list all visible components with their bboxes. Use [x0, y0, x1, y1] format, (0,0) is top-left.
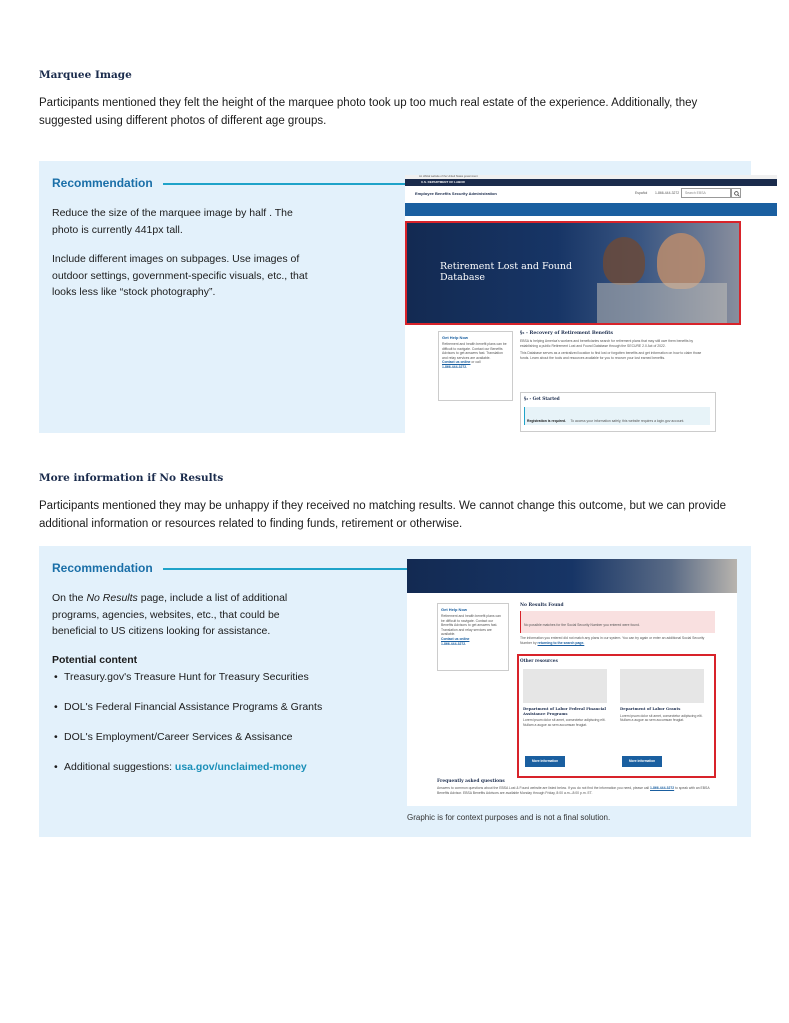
recommendation-panel-1 [39, 161, 751, 433]
potential-content-list [52, 670, 372, 774]
list-item: • Treasury.gov's Treasure Hunt for Treasury Securities [52, 670, 372, 684]
recommendation-title: Recommendation [52, 176, 153, 190]
page-mockup-no-results [407, 559, 737, 806]
potential-content-heading: Potential content [52, 654, 138, 666]
main-paragraph-2: This Database serves as a centralized location to find lost or forgotten benefits and get information on how to claim those funds. Learn about the tools and resources available for you to recover your lost earned benefits. [520, 351, 702, 360]
main-heading: §₂ - Recovery of Retirement Benefits [520, 331, 613, 336]
card-body: Lorem ipsum dolor sit amet, consectetur adipiscing elit. Nullam a augue ac sem accumsan feugiat. [523, 718, 606, 727]
main-paragraph-1: EBSA is helping America's workers and beneficiaries search for retirement plans that may still owe them benefits by establishing a public Retirement Lost and Found Database through the SECURE 2.0 Act of 2022. [520, 339, 694, 348]
recommendation-text-1: Reduce the size of the marquee image by half . The photo is currently 441px tall. [52, 207, 293, 236]
get-started-heading: §₂ - Get Started [524, 396, 560, 401]
agency-name[interactable]: Employee Benefits Security Administration [415, 191, 497, 196]
faq-phone-link[interactable]: 1-866-444-3272 [650, 786, 675, 790]
faq-title: Frequently asked questions [437, 779, 505, 784]
list-item: • DOL's Employment/Career Services & Assisance [52, 730, 372, 744]
recommendation-text-2: Include different images on subpages. Use images of outdoor settings, government-specific visuals, etc., that looks less like “stock photography”. [52, 253, 308, 298]
search-button[interactable] [731, 188, 741, 198]
contact-link[interactable]: Contact us online [442, 360, 471, 365]
list-item: • DOL's Federal Financial Assistance Programs & Grants [52, 700, 372, 714]
nav-item[interactable]: ABOUT ∨ [656, 217, 670, 221]
section-title-no-results: More information if No Results [39, 472, 224, 484]
contact-link[interactable]: Contact us online [441, 636, 470, 641]
phone-number: 1-866-444-3272 [655, 191, 680, 195]
section-title-marquee: Marquee Image [39, 69, 132, 81]
card-image-placeholder [620, 669, 704, 703]
main-content [520, 331, 710, 360]
card-body: Lorem ipsum dolor sit amet, consectetur adipiscing elit. Nullam a augue ac sem accumsan feugiat. [620, 713, 703, 723]
dol-header-bar: U.S. DEPARTMENT OF LABOR [405, 179, 777, 186]
main-nav [405, 203, 777, 221]
no-results-title: No Results Found [520, 603, 564, 608]
help-card: Get Help Now Retirement and health benefit plans can be difficult to navigate. Contact our Benefits Advisors to get answers fast. Translation and relay services are available. Contact us online or call 1-866-444-3272. [438, 331, 513, 401]
nav-item[interactable]: LAWS AND REGULATIONS ∨ [602, 217, 644, 221]
hero-strip [407, 559, 737, 593]
search-input[interactable]: Search EBSA [681, 188, 731, 198]
card-title: Department of Labor Grants [620, 706, 681, 711]
card-title: Department of Labor Federal Financial Assistance Programs [523, 706, 606, 716]
more-information-button[interactable]: More information [525, 756, 565, 767]
nav-item[interactable]: WORKERS ∨ [440, 217, 460, 221]
section-body-no-results: Participants mentioned they may be unhappy if they received no matching results. We cannot change this outcome, but we can provide additional information or resources related to finding funds, retirement or otherwise. [39, 500, 726, 530]
recommendation-panel-2 [39, 546, 751, 837]
gov-banner: An official website of the United States government [405, 175, 777, 179]
connector-line [163, 568, 417, 570]
nav-item[interactable]: RESEARCHERS ∨ [529, 217, 556, 221]
help-body: Retirement and health benefit plans can be difficult to navigate. Contact our Benefits Advisors to get answers fast. Translation and relay services are available. [442, 342, 507, 360]
registration-alert: Registration is required. To access your information safely, this website requires a login.gov account. [524, 407, 710, 425]
no-results-text: The information you entered did not match any plans in our system. You can try again or enter an additional Social Security Number by returning to the search page. [520, 636, 705, 645]
get-started-card [520, 392, 716, 432]
nav-item[interactable]: TOPICS [417, 217, 429, 221]
nav-item[interactable]: CONTACT US ∨ [682, 217, 705, 221]
no-results-alert: No possible matches for the Social Security Number you entered were found. [520, 611, 715, 633]
faq-section [437, 779, 717, 795]
highlight-box [405, 221, 741, 325]
help-body: Retirement and health benefit plans can be difficult to navigate. Contact our Benefits Advisors to get answers fast. Translation and relay services are available. [441, 614, 501, 637]
nav-item[interactable]: RESOURCES ∨ [567, 217, 590, 221]
unclaimed-money-link[interactable]: usa.gov/unclaimed-money [174, 761, 307, 773]
help-card [437, 603, 509, 671]
help-phone[interactable]: 1-866-444-3272. [441, 641, 467, 646]
espanol-link[interactable]: Español [635, 191, 648, 195]
card-image-placeholder [523, 669, 607, 703]
graphic-caption: Graphic is for context purposes and is not a final solution. [407, 813, 611, 822]
resource-card-2 [619, 669, 713, 772]
help-title: Get Help Now [441, 607, 468, 612]
other-resources-title: Other resources [520, 658, 558, 663]
nav-item[interactable]: EMPLOYERS AND ADVISERS ∨ [471, 217, 517, 221]
faq-text: Answers to common questions about the EBSA Lost & Found website are listed below. If you do not find the information you need, please call 1-866-444-3272 to speak with an EBSA Benefits Advisor. EBSA Benefits Advisors are available Monday through Friday, 8:00 a.m.–8:00 p.m. ET. [437, 786, 710, 795]
recommendation-title: Recommendation [52, 561, 153, 575]
page-mockup-ebsa-home [405, 175, 777, 433]
list-item: • Additional suggestions: usa.gov/unclaimed-money [52, 760, 372, 774]
more-information-button[interactable]: More information [622, 756, 662, 767]
section-body-marquee: Participants mentioned they felt the height of the marquee photo took up too much real estate of the experience. Additionally, they suggested using different photos of different age groups. [39, 97, 698, 127]
recommendation-text: On the No Results page, include a list of additional programs, agencies, websites, etc., that could be beneficial to US citizens looking for assistance. [52, 592, 288, 637]
hero-title: Retirement Lost and Found Database [440, 261, 573, 283]
help-title: Get Help Now [442, 335, 469, 340]
no-results-content [520, 603, 715, 645]
connector-line [163, 183, 417, 185]
return-search-link[interactable]: returning to the search page. [537, 640, 585, 645]
search-icon [734, 191, 740, 197]
help-phone[interactable]: 1-866-444-3272. [442, 364, 468, 369]
resource-card-1 [520, 669, 614, 772]
